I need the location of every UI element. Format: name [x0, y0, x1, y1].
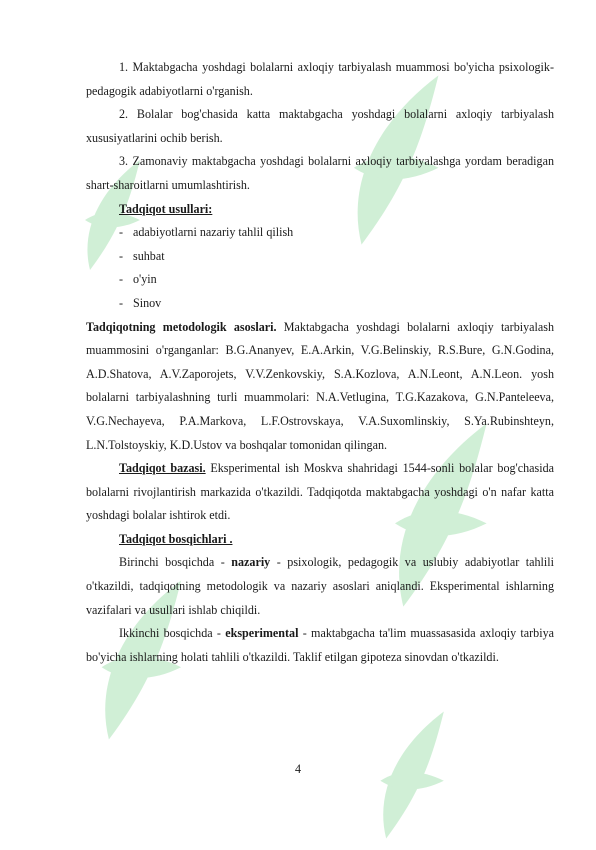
- list-item-text: o'yin: [133, 272, 157, 287]
- list-item-text: adabiyotlarni nazariy tahlil qilish: [133, 225, 294, 240]
- stage-2-prefix: Ikkinchi bosqichda -: [119, 626, 226, 641]
- list-item: [86, 221, 554, 245]
- stage-1-text: - psixologik, pedagogik va uslubiy adabiyotlar tahlili o'tkazildi, tadqiqotning metodologik va nazariy asoslari aniqlandi. Eksperimental ishlarning vazifalari va usullari ishlab chiqildi.: [86, 555, 554, 617]
- goal-paragraph-3: 3. Zamonaviy maktabgacha yoshdagi bolalarni axloqiy tarbiyalashga yordam beradigan shart-sharoitlarni umumlashtirish.: [86, 154, 554, 192]
- list-dash: -: [119, 248, 124, 263]
- stage-1-paragraph: [86, 551, 554, 622]
- list-dash: -: [119, 272, 124, 287]
- stages-heading: Tadqiqot bosqichlari .: [119, 531, 233, 546]
- list-item: [86, 245, 554, 269]
- list-dash: -: [119, 225, 124, 240]
- stage-1-prefix: Birinchi bosqichda -: [119, 555, 232, 570]
- list-dash: -: [119, 295, 124, 310]
- methods-list: [86, 221, 554, 315]
- stage-2-text: - maktabgacha ta'lim muassasasida axloqiy tarbiya bo'yicha ishlarning holati tahlili o'tkazildi. Taklif etilgan gipoteza sinovdan o'tkazildi.: [86, 626, 554, 664]
- methodology-label: Tadqiqotning metodologik asoslari.: [86, 319, 277, 334]
- methods-heading: Tadqiqot usullari:: [119, 201, 213, 216]
- list-item: [86, 292, 554, 316]
- list-item-text: Sinov: [133, 295, 162, 310]
- list-item-text: suhbat: [133, 248, 165, 263]
- base-paragraph: [86, 457, 554, 528]
- methodology-text: Maktabgacha yoshdagi bolalarni axloqiy tarbiyalash muammosini o'rganganlar: B.G.Ananyev, E.A.Arkin, V.G.Belinskiy, R.S.Bure, G.N.Godina, A.D.Shatova, A.V.Zaporojets, V.V.Zenkovskiy, S.A.Kozlova, A.N.Leont, A.N.Leon. yosh bolalarni tarbiyalashning turli muammolari: N.A.Vetlugina, T.G.Kazakova, G.N.Panteleeva, V.G.Nechayeva, P.A.Markova, L.F.Ostrovskaya, V.A.Suxomlinskiy, S.Ya.Rubinshteyn, L.N.Tolstoyskiy, K.D.Ustov va boshqalar tomonidan qilingan.: [86, 319, 554, 452]
- stage-1-name: nazariy: [231, 555, 271, 570]
- goal-paragraph-2: 2. Bolalar bog'chasida katta maktabgacha yoshdagi bolalarni axloqiy tarbiyalash xususiyatlarini ochib berish.: [86, 107, 554, 145]
- base-label: Tadqiqot bazasi.: [119, 461, 206, 476]
- goal-paragraph-1: 1. Maktabgacha yoshdagi bolalarni axloqiy tarbiyalash muammosi bo'yicha psixologik-pedagogik adabiyotlarni o'rganish.: [86, 60, 554, 98]
- page-content: [86, 56, 554, 669]
- base-text: Eksperimental ish Moskva shahridagi 1544-sonli bolalar bog'chasida bolalarni rivojlantirish markazida o'tkazildi. Tadqiqotda maktabgacha yoshdagi o'n nafar katta yoshdagi bolalar ishtirok etdi.: [86, 461, 555, 523]
- methodology-paragraph: [86, 316, 554, 458]
- list-item: [86, 268, 554, 292]
- stage-2-paragraph: [86, 622, 554, 669]
- stage-2-name: eksperimental: [225, 626, 299, 641]
- page-number: 4: [294, 762, 302, 776]
